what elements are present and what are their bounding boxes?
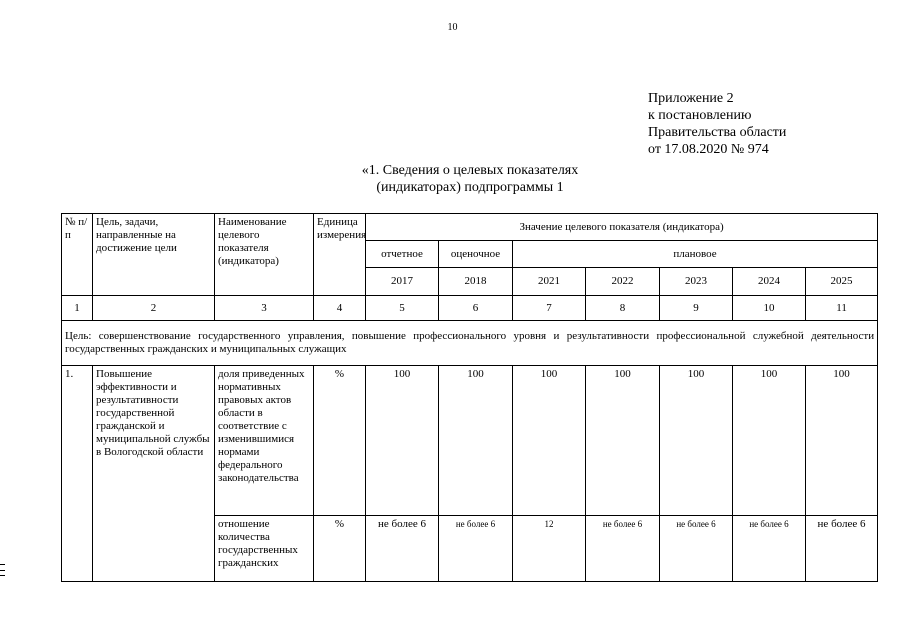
appendix-line: от 17.08.2020 № 974 [648, 142, 769, 157]
value-cell: не более 6 [806, 516, 878, 582]
header-indicator: Наименование целевого показателя (индикатора) [215, 214, 314, 296]
indicator-cell: отношение количества государственных гражданских [215, 516, 314, 582]
title-line: (индикаторах) подпрограммы 1 [376, 180, 564, 195]
value-cell: 12 [513, 516, 586, 582]
header-value-group: Значение целевого показателя (индикатора) [366, 214, 878, 241]
column-number: 11 [806, 296, 878, 321]
column-number: 9 [660, 296, 733, 321]
column-number: 1 [62, 296, 93, 321]
page-number: 10 [447, 22, 458, 33]
task-cell: Повышение эффективности и результативности государственной гражданской и муниципальной службы в Вологодской области [93, 366, 215, 582]
header-reported: отчетное [366, 241, 439, 268]
year-cell: 2024 [733, 268, 806, 296]
header-planned: плановое [513, 241, 878, 268]
value-cell: 100 [439, 366, 513, 516]
header-estimated: оценочное [439, 241, 513, 268]
margin-marks [0, 564, 5, 576]
year-cell: 2023 [660, 268, 733, 296]
header-num: № п/п [62, 214, 93, 296]
header-unit: Единица измерения [314, 214, 366, 296]
column-number: 10 [733, 296, 806, 321]
year-cell: 2025 [806, 268, 878, 296]
year-cell: 2022 [586, 268, 660, 296]
value-cell: 100 [733, 366, 806, 516]
year-cell: 2018 [439, 268, 513, 296]
appendix-line: Правительства области [648, 125, 787, 140]
value-cell: 100 [660, 366, 733, 516]
value-cell: не более 6 [586, 516, 660, 582]
value-cell: не более 6 [366, 516, 439, 582]
column-number: 2 [93, 296, 215, 321]
row-number: 1. [62, 366, 93, 582]
indicators-table [61, 213, 878, 582]
column-number: 7 [513, 296, 586, 321]
unit-cell: % [314, 516, 366, 582]
value-cell: не более 6 [660, 516, 733, 582]
column-number: 6 [439, 296, 513, 321]
title-line: «1. Сведения о целевых показателях [361, 163, 579, 178]
header-goal: Цель, задачи, направленные на достижение цели [93, 214, 215, 296]
column-number: 4 [314, 296, 366, 321]
value-cell: 100 [586, 366, 660, 516]
value-cell: 100 [366, 366, 439, 516]
appendix-block [648, 90, 786, 158]
unit-cell: % [314, 366, 366, 516]
indicator-cell: доля приведенных нормативных правовых актов области в соответствие с изменившимися нормами федерального законодательства [215, 366, 314, 516]
appendix-line: Приложение 2 [648, 91, 734, 106]
appendix-line: к постановлению [648, 108, 752, 123]
value-cell: 100 [806, 366, 878, 516]
column-number: 8 [586, 296, 660, 321]
year-cell: 2021 [513, 268, 586, 296]
column-number: 5 [366, 296, 439, 321]
document-title [300, 162, 640, 196]
column-number: 3 [215, 296, 314, 321]
value-cell: 100 [513, 366, 586, 516]
value-cell: не более 6 [733, 516, 806, 582]
goal-row: Цель: совершенствование государственного управления, повышение профессионального уровня и результативности профессиональной служебной деятельности государственных гражданских и муниципальных служащих [62, 321, 878, 366]
year-cell: 2017 [366, 268, 439, 296]
value-cell: не более 6 [439, 516, 513, 582]
